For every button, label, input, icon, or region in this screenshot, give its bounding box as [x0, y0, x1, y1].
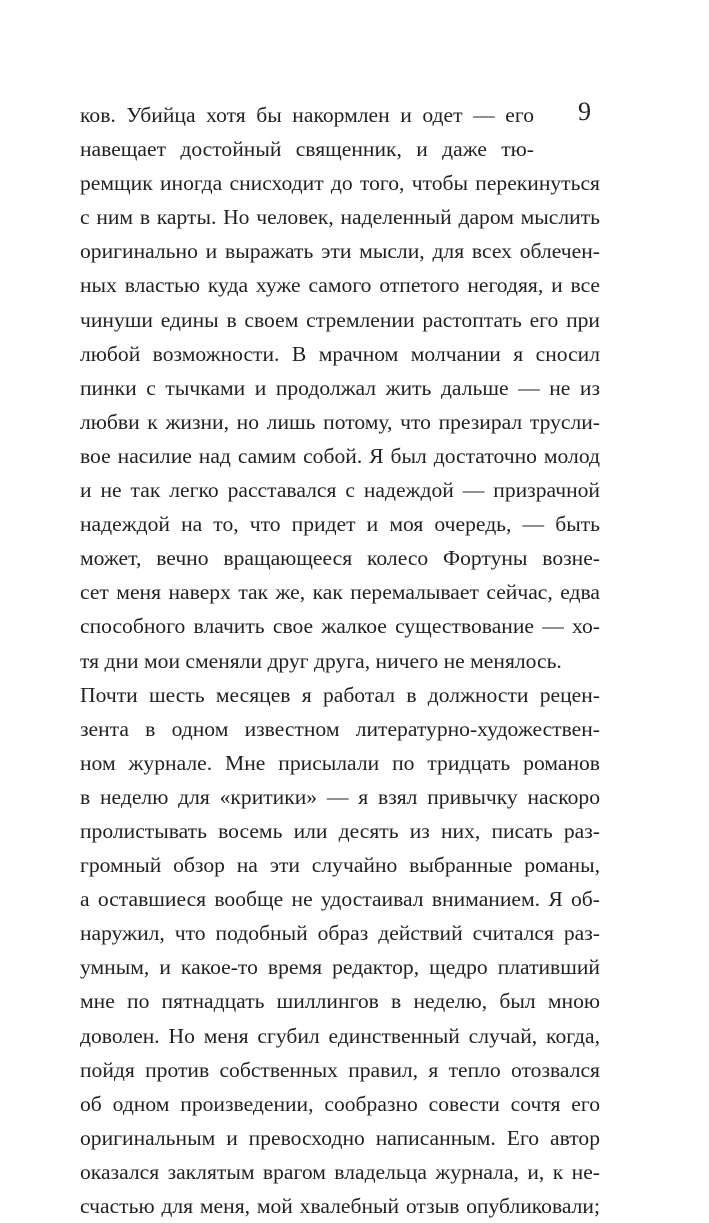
text-line: может, вечно вращающееся колесо Фортуны вознe- — [80, 546, 600, 571]
text-line: в неделю для «критики» — я взял привычку наскоро — [80, 784, 600, 809]
text-line: оказался заклятым врагом владельца журнала, и, к не- — [80, 1159, 600, 1184]
text-line: зента в одном известном литературно-художествен- — [80, 716, 600, 741]
text-line: ных властью куда хуже самого отпетого негодяя, и все — [80, 273, 600, 298]
text-line: доволен. Но меня сгубил единственный случай, когда, — [80, 1023, 600, 1048]
text-line: пинки с тычками и продолжал жить дальше — не из — [80, 375, 600, 400]
text-line: счастью для меня, мой хвалебный отзыв опубликовали; — [80, 1194, 600, 1218]
text-line: любви к жизни, но лишь потому, что презирал трусли- — [80, 409, 600, 434]
text-line: а оставшиеся вообще не удостаивал вниманием. Я об- — [80, 887, 600, 912]
text-line: любой возможности. В мрачном молчании я сносил — [80, 341, 600, 366]
text-line: ремщик иногда снисходит до того, чтобы перекинуться — [80, 171, 600, 196]
text-line: тя дни мои сменяли друг друга, ничего не менялось. — [80, 648, 562, 673]
text-line: надеждой на то, что придет и моя очередь, — быть — [80, 512, 600, 537]
text-line: ков. Убийца хотя бы накормлен и одет — его — [80, 103, 534, 127]
text-line: чинуши едины в своем стремлении растоптать его при — [80, 307, 600, 332]
text-line: пойдя против собственных правил, я тепло отозвался — [80, 1057, 600, 1082]
text-line: об одном произведении, сообразно совести сочтя его — [80, 1091, 600, 1116]
text-line: вое насилие над самим собой. Я был достаточно молод — [80, 443, 600, 468]
text-line: умным, и какое-то время редактор, щедро плативший — [80, 955, 600, 980]
text-line: и не так легко расставался с надеждой — призрачной — [80, 478, 600, 503]
text-line: громный обзор на эти случайно выбранные романы, — [80, 853, 600, 878]
text-line: навещает достойный священник, и даже тю- — [80, 137, 534, 162]
body-text — [80, 98, 600, 1223]
text-line: Почти шесть месяцев я работал в должности рецен- — [80, 682, 600, 707]
text-line: способного влачить свое жалкое существование — хо- — [80, 614, 600, 639]
text-line: сет меня наверх так же, как перемалывает сейчас, едва — [80, 580, 600, 605]
text-line: наружил, что подобный образ действий считался раз- — [80, 921, 600, 946]
text-line: ном журнале. Мне присылали по тридцать романов — [80, 750, 600, 775]
text-line: с ним в карты. Но человек, наделенный даром мыслить — [80, 205, 600, 230]
text-line: оригинально и выражать эти мысли, для всех облечен- — [80, 239, 600, 264]
text-line: пролистывать восемь или десять из них, писать раз- — [80, 818, 600, 843]
text-line: оригинальным и превосходно написанным. Его автор — [80, 1125, 600, 1150]
page-number: 9 — [578, 97, 591, 126]
text-line: мне по пятнадцать шиллингов в неделю, был мною — [80, 989, 600, 1014]
